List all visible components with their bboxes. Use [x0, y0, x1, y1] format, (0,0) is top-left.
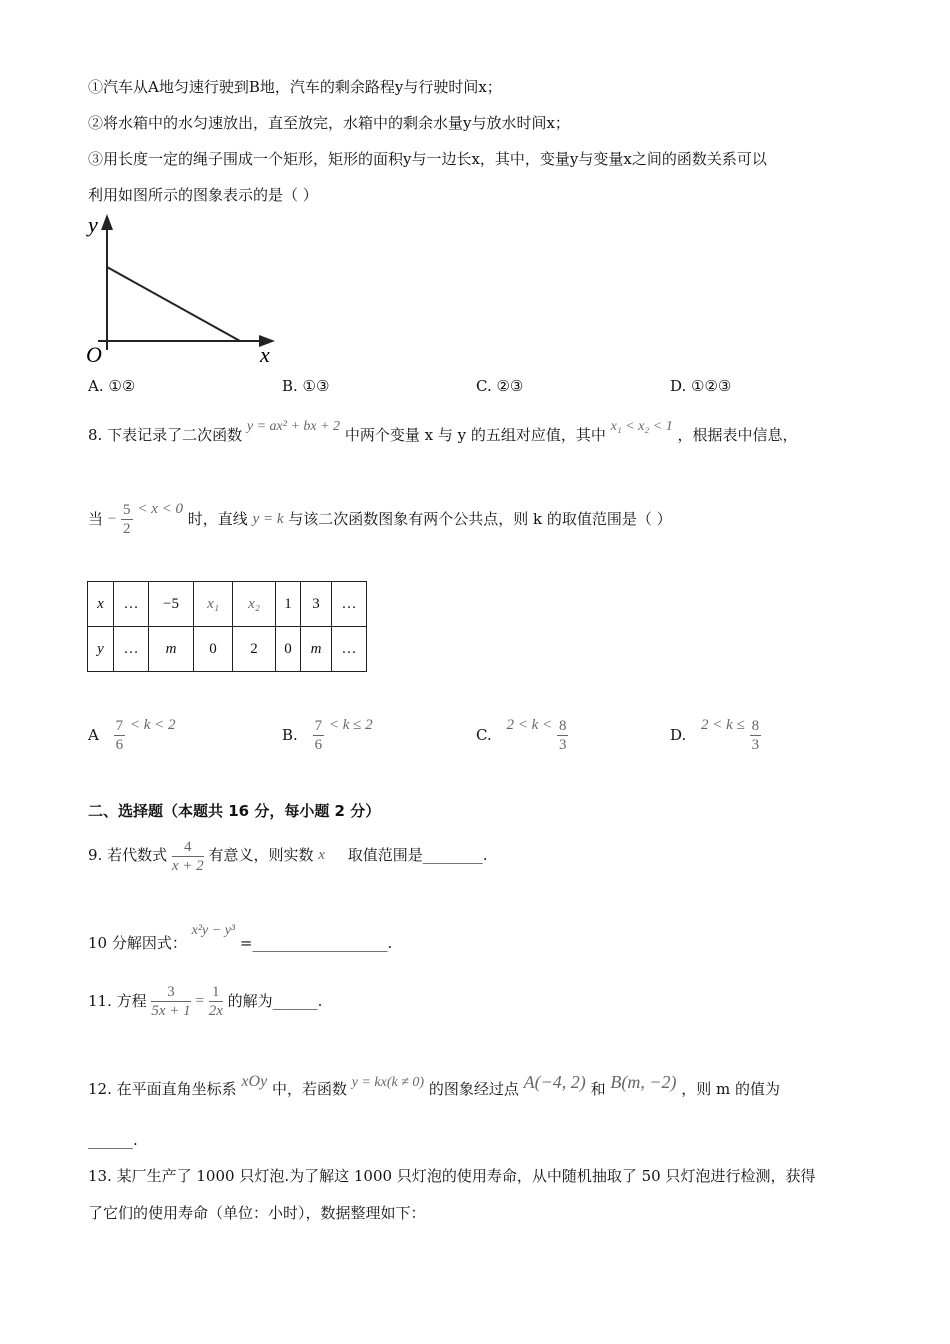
q12-function: y = kx(k ≠ 0) — [351, 1075, 425, 1090]
q8-neg-sign: − — [107, 511, 117, 527]
table-cell: x — [88, 582, 114, 627]
q8-option-d[interactable] — [670, 714, 761, 755]
frac-den: 2 — [123, 520, 131, 537]
section-2-heading: 二、选择题（本题共 16 分，每小题 2 分） — [88, 802, 381, 820]
q8-value-table — [87, 581, 367, 672]
q8-option-a[interactable] — [88, 714, 176, 755]
q8-when: 当 — [88, 510, 104, 528]
frac-den: 5x + 1 — [151, 1002, 191, 1019]
fraction-seven-sixth — [313, 717, 325, 754]
q7-option-d[interactable]: D. ①②③ — [670, 377, 732, 395]
table-cell: x₁ — [194, 582, 233, 627]
option-b-tail: < k ≤ 2 — [328, 717, 373, 733]
origin-label: O — [86, 342, 102, 367]
option-d-head: 2 < k ≤ — [701, 717, 745, 733]
option-label: A — [88, 726, 99, 744]
option-label: D. — [670, 726, 687, 744]
table-cell: … — [332, 582, 367, 627]
q7-item-3-line-2: 利用如图所示的图象表示的是（ ） — [88, 186, 318, 204]
y-axis-label: y — [88, 212, 98, 237]
q7-item-1: ①汽车从A地匀速行驶到B地，汽车的剩余路程y与行驶时间x； — [88, 78, 502, 96]
q12-coordinate-system: xOy — [241, 1073, 268, 1090]
q12-text-d: 和 — [590, 1080, 606, 1098]
frac-den: 6 — [314, 736, 323, 753]
table-cell: x₂ — [233, 582, 276, 627]
q7-option-b[interactable]: B. ①③ — [282, 377, 330, 395]
frac-den: 6 — [115, 736, 124, 753]
q8-range-tail: < x < 0 — [137, 501, 183, 517]
frac-den: 3 — [558, 736, 567, 753]
q12-point-b: B(m, −2) — [610, 1072, 677, 1092]
q12-text-c: 的图象经过点 — [428, 1080, 519, 1098]
frac-num: 7 — [115, 717, 124, 734]
fraction-seven-sixth — [114, 717, 126, 754]
q9-var: x — [318, 847, 325, 863]
q7-option-c[interactable]: C. ②③ — [476, 377, 524, 395]
q13-line-1: 13. 某厂生产了 1000 只灯泡.为了解这 1000 只灯泡的使用寿命，从中随机抽取了 50 只灯泡进行检测，获得 — [88, 1167, 816, 1185]
q11-fraction-left — [151, 983, 190, 1020]
option-c-head: 2 < k < — [506, 717, 553, 733]
q8-text-line: 时，直线 — [187, 510, 248, 528]
table-cell: y — [88, 627, 114, 672]
y-axis-arrow — [101, 214, 113, 230]
q10-expression: x²y − y³ — [191, 923, 236, 938]
q8-text-b: 中两个变量 x 与 y 的五组对应值，其中 — [344, 426, 606, 444]
q9-text-c: 取值范围是________. — [347, 846, 488, 864]
equals-sign: = — [195, 993, 204, 1009]
table-cell: 2 — [233, 627, 276, 672]
q11-fraction-right — [209, 983, 223, 1020]
option-label: B. — [282, 726, 298, 744]
q8-line-eq: y = k — [252, 511, 284, 527]
frac-num: 3 — [151, 983, 190, 1002]
frac-num: 7 — [314, 717, 323, 734]
q12-line-1 — [88, 1072, 781, 1101]
fraction-eight-third — [750, 717, 762, 754]
table-cell: 0 — [194, 627, 233, 672]
q12-text-e: ，则 m 的值为 — [681, 1080, 781, 1098]
q8-line-1 — [88, 419, 798, 447]
x-axis-label: x — [260, 342, 270, 367]
table-cell: 1 — [276, 582, 301, 627]
fraction-eight-third — [557, 717, 569, 754]
frac-num: 5 — [123, 501, 131, 518]
q7-item-3-line-1: ③用长度一定的绳子围成一个矩形，矩形的面积y与一边长x，其中，变量y与变量x之间的函数关系可以 — [88, 150, 767, 168]
frac-num: 1 — [209, 983, 223, 1002]
q9 — [88, 835, 487, 875]
q8-fraction-five-half — [121, 501, 133, 538]
q8-text-end: 与该二次函数图象有两个公共点，则 k 的取值范围是（ ） — [288, 510, 672, 528]
q7-option-a[interactable]: A. ①② — [88, 377, 136, 395]
table-cell: −5 — [149, 582, 194, 627]
frac-num: 4 — [172, 838, 204, 857]
q12-point-a: A(−4, 2) — [523, 1072, 586, 1092]
q8-text-a: 8. 下表记录了二次函数 — [88, 426, 243, 444]
q12-blank: ______. — [88, 1131, 138, 1149]
table-cell: 0 — [276, 627, 301, 672]
q9-text-b: 有意义，则实数 — [208, 846, 314, 864]
q8-option-b[interactable] — [282, 714, 373, 755]
table-cell: m — [301, 627, 332, 672]
q9-fraction — [172, 838, 204, 875]
table-cell: m — [149, 627, 194, 672]
table-cell: … — [332, 627, 367, 672]
q11-text: 11. 方程 — [88, 992, 147, 1010]
frac-den: x + 2 — [171, 857, 204, 874]
q7-item-2: ②将水箱中的水匀速放出，直至放完，水箱中的剩余水量y与放水时间x； — [88, 114, 570, 132]
option-a-tail: < k < 2 — [129, 717, 176, 733]
table-cell: … — [114, 582, 149, 627]
option-label: C. — [476, 726, 492, 744]
q8-condition: x₁ < x₂ < 1 — [610, 419, 673, 434]
frac-num: 8 — [558, 717, 567, 734]
q8-option-c[interactable] — [476, 714, 568, 755]
q7-graph — [80, 210, 280, 370]
frac-den: 3 — [751, 736, 760, 753]
table-cell: … — [114, 627, 149, 672]
q12-text-a: 12. 在平面直角坐标系 — [88, 1080, 237, 1098]
frac-den: 2x — [208, 1002, 223, 1019]
q10 — [88, 921, 392, 963]
q8-function: y = ax² + bx + 2 — [246, 419, 341, 434]
q10-blank: =__________________. — [239, 934, 393, 952]
q13-line-2: 了它们的使用寿命（单位：小时），数据整理如下： — [88, 1204, 426, 1222]
q12-text-b: 中，若函数 — [271, 1080, 347, 1098]
table-cell: 3 — [301, 582, 332, 627]
q9-text-a: 9. 若代数式 — [88, 846, 168, 864]
q11-blank: 的解为______. — [227, 992, 323, 1010]
frac-num: 8 — [751, 717, 760, 734]
table-row — [88, 627, 367, 672]
q8-line-2 — [88, 498, 672, 539]
q8-text-c: ，根据表中信息， — [677, 426, 798, 444]
table-row — [88, 582, 367, 627]
q11 — [88, 980, 322, 1021]
q10-text: 10 分解因式： — [88, 934, 187, 952]
graph-line — [107, 267, 240, 341]
